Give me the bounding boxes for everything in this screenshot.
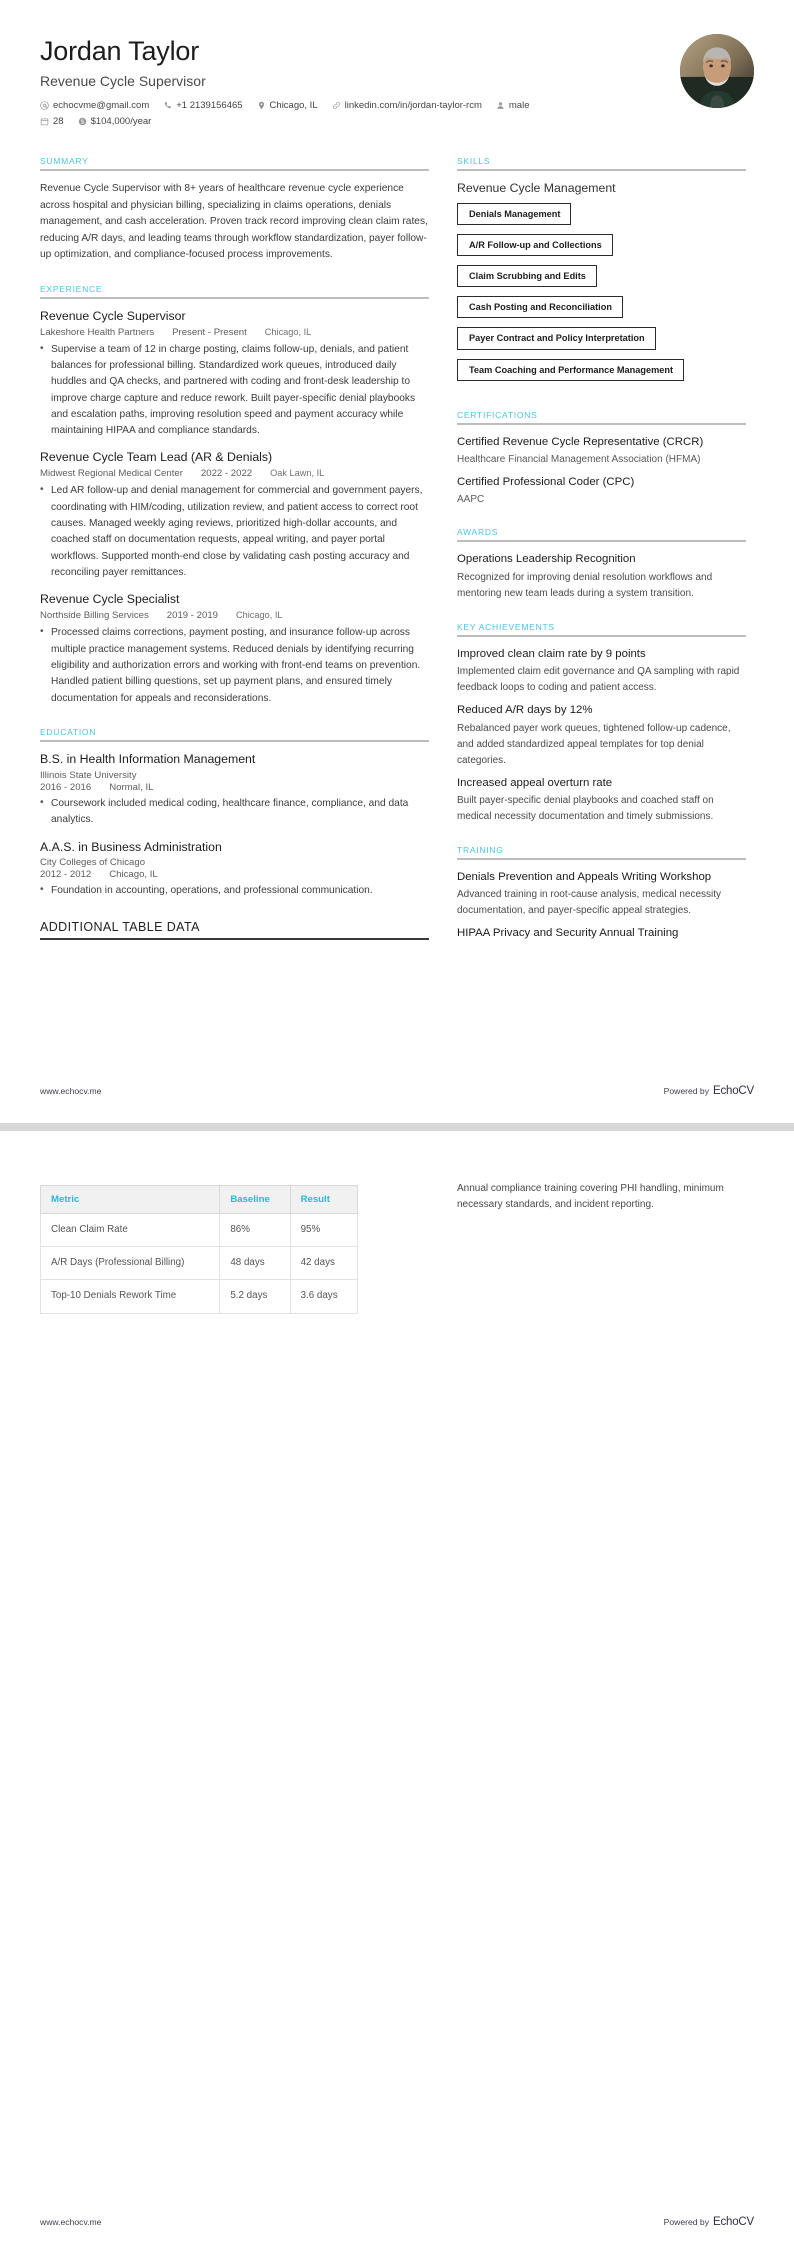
section-title-experience: EXPERIENCE xyxy=(40,283,103,294)
table-cell-metric: Top-10 Denials Rework Time xyxy=(41,1280,220,1313)
section-title-awards: AWARDS xyxy=(457,527,499,538)
education-org: City Colleges of Chicago xyxy=(40,857,146,869)
experience-role: Revenue Cycle Team Lead (AR & Denials) xyxy=(40,450,273,465)
education-meta xyxy=(40,857,429,880)
education-degree: B.S. in Health Information Management xyxy=(40,751,256,766)
section-title-training: TRAINING xyxy=(457,845,504,856)
location-pin-icon xyxy=(257,101,266,110)
education-entry xyxy=(40,840,429,900)
email-icon xyxy=(40,101,49,110)
education-dates-location xyxy=(40,782,429,793)
contact-phone[interactable] xyxy=(163,100,242,111)
contact-age xyxy=(40,116,64,127)
section-divider xyxy=(457,540,746,542)
training-name: HIPAA Privacy and Security Annual Training xyxy=(457,927,679,940)
experience-org: Northside Billing Services xyxy=(40,610,149,622)
education-location: Normal, IL xyxy=(109,781,154,793)
experience-location: Chicago, IL xyxy=(236,610,283,621)
summary-text: Revenue Cycle Supervisor with 8+ years of healthcare revenue cycle experience across hospital and physician billing, specializing in claims operations, denials management, and cash acceleration. Proven track record improving clean claim rates, reducing A/R days, and leading teams through workflow standardization, payer follow-up optimization, and compliance-focused process improvements. xyxy=(40,183,428,261)
experience-entry xyxy=(40,309,429,440)
skill-tag-row xyxy=(457,265,746,296)
experience-org: Lakeshore Health Partners xyxy=(40,326,155,338)
education-entry xyxy=(40,752,429,829)
calendar-icon xyxy=(40,117,49,126)
contact-email-text: echocvme@gmail.com xyxy=(53,100,150,112)
experience-role: Revenue Cycle Specialist xyxy=(40,592,180,607)
achievement-item xyxy=(457,703,746,768)
metrics-table-body xyxy=(41,1214,358,1314)
footer-powered-label: Powered by xyxy=(663,1086,709,1096)
experience-entry xyxy=(40,592,429,707)
table-cell-baseline: 5.2 days xyxy=(220,1280,290,1313)
award-description: Recognized for improving denial resolution workflows and mentoring new team leads during a system transition. xyxy=(457,571,713,599)
education-location: Chicago, IL xyxy=(109,869,158,881)
table-column-header-baseline: Baseline xyxy=(220,1186,290,1214)
education-bullets xyxy=(40,883,429,899)
table-cell-baseline: 86% xyxy=(220,1214,290,1247)
page2-columns xyxy=(40,1181,754,1314)
section-title-certifications: CERTIFICATIONS xyxy=(457,409,538,420)
page2-right-column xyxy=(457,1181,746,1213)
table-column-header-result: Result xyxy=(290,1186,357,1214)
training-name: Denials Prevention and Appeals Writing Workshop xyxy=(457,871,712,884)
additional-table-data-heading: ADDITIONAL TABLE DATA xyxy=(40,919,200,934)
certification-issuer: Healthcare Financial Management Association (HFMA) xyxy=(457,454,701,466)
table-column-header-metric: Metric xyxy=(41,1186,220,1214)
award-name: Operations Leadership Recognition xyxy=(457,553,636,566)
contact-phone-text: +1 2139156465 xyxy=(176,100,243,112)
resume-page-2 xyxy=(0,1131,794,2254)
education-dates-location xyxy=(40,869,429,880)
achievement-description: Rebalanced payer work queues, tightened follow-up cadence, and added standardized appeal templates for top denial categories. xyxy=(457,722,731,766)
header-text-block xyxy=(40,32,664,132)
table-cell-result: 42 days xyxy=(290,1247,357,1280)
page-separator xyxy=(0,1123,794,1131)
skill-tag: A/R Follow-up and Collections xyxy=(457,234,613,256)
education-meta xyxy=(40,770,429,793)
experience-dates: 2022 - 2022 xyxy=(200,468,253,480)
certification-issuer: AAPC xyxy=(457,493,485,505)
section-summary xyxy=(40,156,429,264)
skill-tag-row xyxy=(457,296,746,327)
experience-dates: 2019 - 2019 xyxy=(166,610,218,622)
achievement-description: Implemented claim edit governance and QA sampling with rapid feedback loops to coding and patient access. xyxy=(457,666,740,694)
table-cell-result: 3.6 days xyxy=(290,1280,357,1313)
table-cell-metric: Clean Claim Rate xyxy=(41,1214,220,1247)
footer-brand: EchoCV xyxy=(713,1085,754,1097)
education-dates: 2016 - 2016 xyxy=(40,781,92,793)
list-item: • Processed claims corrections, payment posting, and insurance follow-up across multiple practice management systems. Reduced denials by identifying recurring eligibility and authorization errors and working with front-end teams on prevention. Handled patient billing questions, set up payment plans, and ensured timely documentation for appeals and reconsiderations. xyxy=(40,625,429,707)
skill-tag-row xyxy=(457,327,746,358)
list-item: • Led AR follow-up and denial management for commercial and government payers, coordinating with HIM/coding, utilization review, and patient access to correct root causes. Managed weekly aging reviews, prioritized high-dollar accounts, and coached staff on documentation requests, appeal writing, and payer portal workflows. Supported month-end close by validating cash posting accuracy and reconciling payer remittances. xyxy=(40,483,429,581)
certification-name: Certified Professional Coder (CPC) xyxy=(457,475,635,488)
metrics-table xyxy=(40,1185,358,1314)
page2-left-column xyxy=(40,1181,429,1314)
contact-location xyxy=(257,100,318,111)
table-row xyxy=(41,1280,358,1313)
achievement-description: Built payer-specific denial playbooks and coached staff on medical necessity documentation and timely submissions. xyxy=(457,795,714,823)
section-training xyxy=(457,845,746,942)
section-awards xyxy=(457,527,746,601)
footer-powered-label: Powered by xyxy=(663,2217,709,2227)
achievement-item xyxy=(457,647,746,696)
contact-location-text: Chicago, IL xyxy=(269,100,318,112)
section-title-skills: SKILLS xyxy=(457,156,491,167)
section-divider xyxy=(457,169,746,171)
training-item xyxy=(457,926,746,941)
skill-tag: Claim Scrubbing and Edits xyxy=(457,265,597,287)
contact-linkedin-text: linkedin.com/in/jordan-taylor-rcm xyxy=(344,100,482,112)
experience-org: Midwest Regional Medical Center xyxy=(40,468,183,480)
contact-email[interactable] xyxy=(40,100,149,111)
skill-tag: Payer Contract and Policy Interpretation xyxy=(457,327,656,349)
award-item xyxy=(457,552,746,601)
contact-linkedin[interactable] xyxy=(332,100,482,111)
experience-meta xyxy=(40,610,429,621)
section-divider xyxy=(457,423,746,425)
skill-tag-row xyxy=(457,203,746,234)
right-column xyxy=(457,156,746,962)
avatar xyxy=(680,34,754,108)
skill-group-name: Revenue Cycle Management xyxy=(457,181,616,196)
achievement-name: Improved clean claim rate by 9 points xyxy=(457,647,646,660)
section-title-key-achievements: KEY ACHIEVEMENTS xyxy=(457,621,555,632)
footer-powered-by xyxy=(664,1085,754,1097)
table-cell-metric: A/R Days (Professional Billing) xyxy=(41,1247,220,1280)
table-header-row xyxy=(41,1186,358,1214)
table-cell-result: 95% xyxy=(290,1214,357,1247)
section-divider xyxy=(40,740,429,742)
contact-gender xyxy=(496,100,530,111)
experience-location: Oak Lawn, IL xyxy=(270,468,325,479)
achievement-name: Increased appeal overturn rate xyxy=(457,776,613,789)
education-org: Illinois State University xyxy=(40,769,137,781)
section-divider xyxy=(457,635,746,637)
section-divider xyxy=(40,297,429,299)
contact-salary xyxy=(78,116,152,127)
section-education xyxy=(40,727,429,900)
left-column xyxy=(40,156,429,960)
section-divider xyxy=(40,938,429,940)
page-footer xyxy=(40,1085,754,1097)
certification-name: Certified Revenue Cycle Representative (CRCR) xyxy=(457,435,704,448)
footer-url[interactable]: www.echocv.me xyxy=(40,1086,102,1096)
table-row xyxy=(41,1214,358,1247)
certification-item xyxy=(457,475,746,508)
section-additional-table-data xyxy=(40,920,429,940)
experience-role: Revenue Cycle Supervisor xyxy=(40,308,186,323)
skill-tag-row xyxy=(457,359,746,390)
experience-entry xyxy=(40,450,429,581)
section-experience xyxy=(40,284,429,707)
experience-bullets xyxy=(40,625,429,707)
person-icon xyxy=(496,101,505,110)
full-name: Jordan Taylor xyxy=(40,36,199,66)
list-item: • Foundation in accounting, operations, and professional communication. xyxy=(40,883,429,899)
footer-brand: EchoCV xyxy=(713,2216,754,2228)
skill-tag: Team Coaching and Performance Management xyxy=(457,359,684,381)
training-continued-description: Annual compliance training covering PHI handling, minimum necessary standards, and incident reporting. xyxy=(457,1183,724,1210)
contact-details xyxy=(40,100,664,127)
section-divider xyxy=(40,169,429,171)
section-certifications xyxy=(457,410,746,508)
education-degree: A.A.S. in Business Administration xyxy=(40,839,222,854)
section-title-summary: SUMMARY xyxy=(40,156,89,167)
resume-page-1 xyxy=(0,0,794,1123)
resume-header xyxy=(40,32,754,138)
experience-bullets xyxy=(40,483,429,581)
skill-tag: Cash Posting and Reconciliation xyxy=(457,296,623,318)
contact-row-1 xyxy=(40,100,664,111)
education-dates: 2012 - 2012 xyxy=(40,869,92,881)
table-cell-baseline: 48 days xyxy=(220,1247,290,1280)
achievement-item xyxy=(457,776,746,825)
section-key-achievements xyxy=(457,622,746,825)
link-icon xyxy=(332,101,341,110)
contact-row-2 xyxy=(40,116,664,127)
list-item: • Coursework included medical coding, healthcare finance, compliance, and data analytics. xyxy=(40,796,429,829)
page-footer xyxy=(40,2216,754,2228)
footer-powered-by xyxy=(664,2216,754,2228)
achievement-name: Reduced A/R days by 12% xyxy=(457,704,593,717)
skill-tag-row xyxy=(457,234,746,265)
contact-gender-text: male xyxy=(508,100,530,112)
section-title-education: EDUCATION xyxy=(40,726,97,737)
phone-icon xyxy=(163,101,172,110)
list-item: • Supervise a team of 12 in charge posting, claims follow-up, denials, and patient balances for professional billing. Standardized work queues, introduced daily huddles and QA checks, and partnered with coding and front-desk leadership to improve charge capture and reduce rework. Built payer-specific denial playbooks and escalation paths, improving resolution speed and payment accuracy while maintaining HIPAA and compliance standards. xyxy=(40,342,429,440)
experience-location: Chicago, IL xyxy=(264,326,312,337)
skill-tag: Denials Management xyxy=(457,203,571,225)
money-icon xyxy=(78,117,87,126)
resume-body-columns xyxy=(40,156,754,962)
job-title: Revenue Cycle Supervisor xyxy=(40,73,206,90)
contact-salary-text: $104,000/year xyxy=(90,116,152,128)
experience-dates: Present - Present xyxy=(172,326,247,338)
certification-item xyxy=(457,435,746,468)
contact-age-text: 28 xyxy=(53,116,64,128)
experience-meta xyxy=(40,327,429,338)
section-divider xyxy=(457,858,746,860)
footer-url[interactable]: www.echocv.me xyxy=(40,2217,102,2227)
svg-text:$: $ xyxy=(80,119,84,126)
experience-meta xyxy=(40,468,429,479)
training-item xyxy=(457,870,746,919)
metrics-table-head xyxy=(41,1186,358,1214)
table-row xyxy=(41,1247,358,1280)
experience-bullets xyxy=(40,342,429,440)
section-skills xyxy=(457,156,746,390)
education-bullets xyxy=(40,796,429,829)
training-description: Advanced training in root-cause analysis, medical necessity documentation, and payer-specific appeal strategies. xyxy=(457,889,722,917)
